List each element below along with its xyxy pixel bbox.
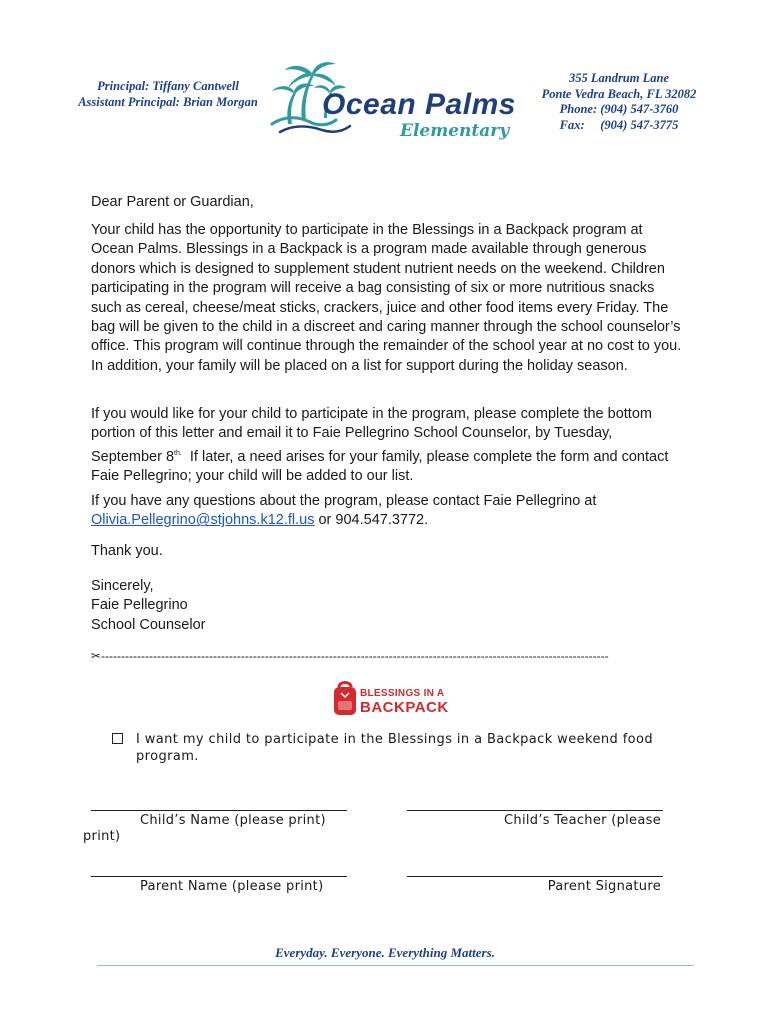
ocean-palms-logo: [266, 58, 516, 144]
parent-signature-line[interactable]: [407, 876, 663, 877]
signature-block: [91, 577, 683, 635]
backpack-icon: [334, 683, 356, 716]
header-contact: [534, 71, 704, 133]
blessings-in-a-backpack-logo: [331, 679, 449, 719]
logo-sub-text: Elementary: [400, 121, 510, 141]
footer-motto: Everyday. Everyone. Everything Matters.: [275, 945, 495, 960]
participation-checkbox[interactable]: [112, 733, 123, 744]
paragraph-1: Your child has the opportunity to participate in the Blessings in a Backpack program at Ocean Palms. Blessings in a Backpack is a program made available through generous donors which is designed to supplement student nutrient needs on the weekend. Children participating in the program will receive a bag consisting of six or more nutritious snacks such as cereal, cheese/meat sticks, crackers, juice and other food items every Friday. The bag will be given to the child in a discreet and caring manner through the school counselor’s office. This program will continue through the remainder of the school year at no cost to you. In addition, your family will be placed on a list for support during the holiday season.: [91, 222, 682, 374]
paragraph-2-part-a: If you would like for your child to participate in the program, please complete the bottom portion of this letter and email it to Faie Pellegrino School Counselor, by Tuesday, September 8: [91, 406, 652, 465]
address-street: 355 Landrum Lane: [568, 71, 669, 85]
participation-checkbox-row[interactable]: [112, 731, 682, 765]
footer-divider: [97, 965, 694, 966]
phone-number: Phone: (904) 547-3760: [559, 102, 679, 116]
child-teacher-line[interactable]: [407, 810, 663, 811]
paragraph-questions: [91, 492, 683, 531]
parent-signature-label: Parent Signature: [547, 879, 661, 894]
fax-number: Fax: (904) 547-3775: [559, 117, 679, 132]
child-teacher-label: Child’s Teacher (please: [504, 813, 661, 828]
salutation: Dear Parent or Guardian,: [91, 194, 254, 210]
paragraph-program-description: [91, 221, 683, 376]
backpack-logo-line1: BLESSINGS IN A: [360, 688, 445, 699]
paragraph-participation: [91, 405, 683, 486]
child-teacher-label-continued: print): [83, 829, 121, 844]
parent-name-label: Parent Name (please print): [140, 879, 324, 894]
logo-main-text: Ocean Palms: [322, 88, 516, 121]
assistant-principal-name: Assistant Principal: Brian Morgan: [78, 95, 258, 109]
principal-name: Principal: Tiffany Cantwell: [97, 79, 239, 93]
signer-name: Faie Pellegrino: [91, 597, 188, 614]
cut-line: ✂-------------------------------------------------------------------------------------------------------------------------------: [91, 649, 609, 663]
signer-title: School Counselor: [91, 616, 206, 633]
backpack-logo-line2: BACKPACK: [360, 699, 449, 716]
child-name-line[interactable]: [91, 810, 347, 811]
paragraph-2-part-b: If later, a need arises for your family, please complete the form and contact Faie Pellegrino; your child will be added to our list.: [91, 448, 673, 485]
parent-name-line[interactable]: [91, 876, 347, 877]
participation-checkbox-label: I want my child to participate in the Blessings in a Backpack weekend food program.: [136, 732, 654, 764]
header-administration: [76, 78, 260, 110]
counselor-email-link[interactable]: Olivia.Pellegrino@stjohns.k12.fl.us: [91, 512, 315, 529]
paragraph-3-part-b: or 904.547.3772.: [314, 512, 429, 529]
closing: Sincerely,: [91, 578, 154, 594]
thank-you: Thank you.: [91, 543, 163, 559]
paragraph-3-part-a: If you have any questions about the program, please contact Faie Pellegrino at: [91, 493, 597, 509]
address-city: Ponte Vedra Beach, FL 32082: [541, 86, 697, 101]
child-name-label: Child’s Name (please print): [140, 813, 326, 828]
date-suffix: th.: [174, 449, 182, 457]
